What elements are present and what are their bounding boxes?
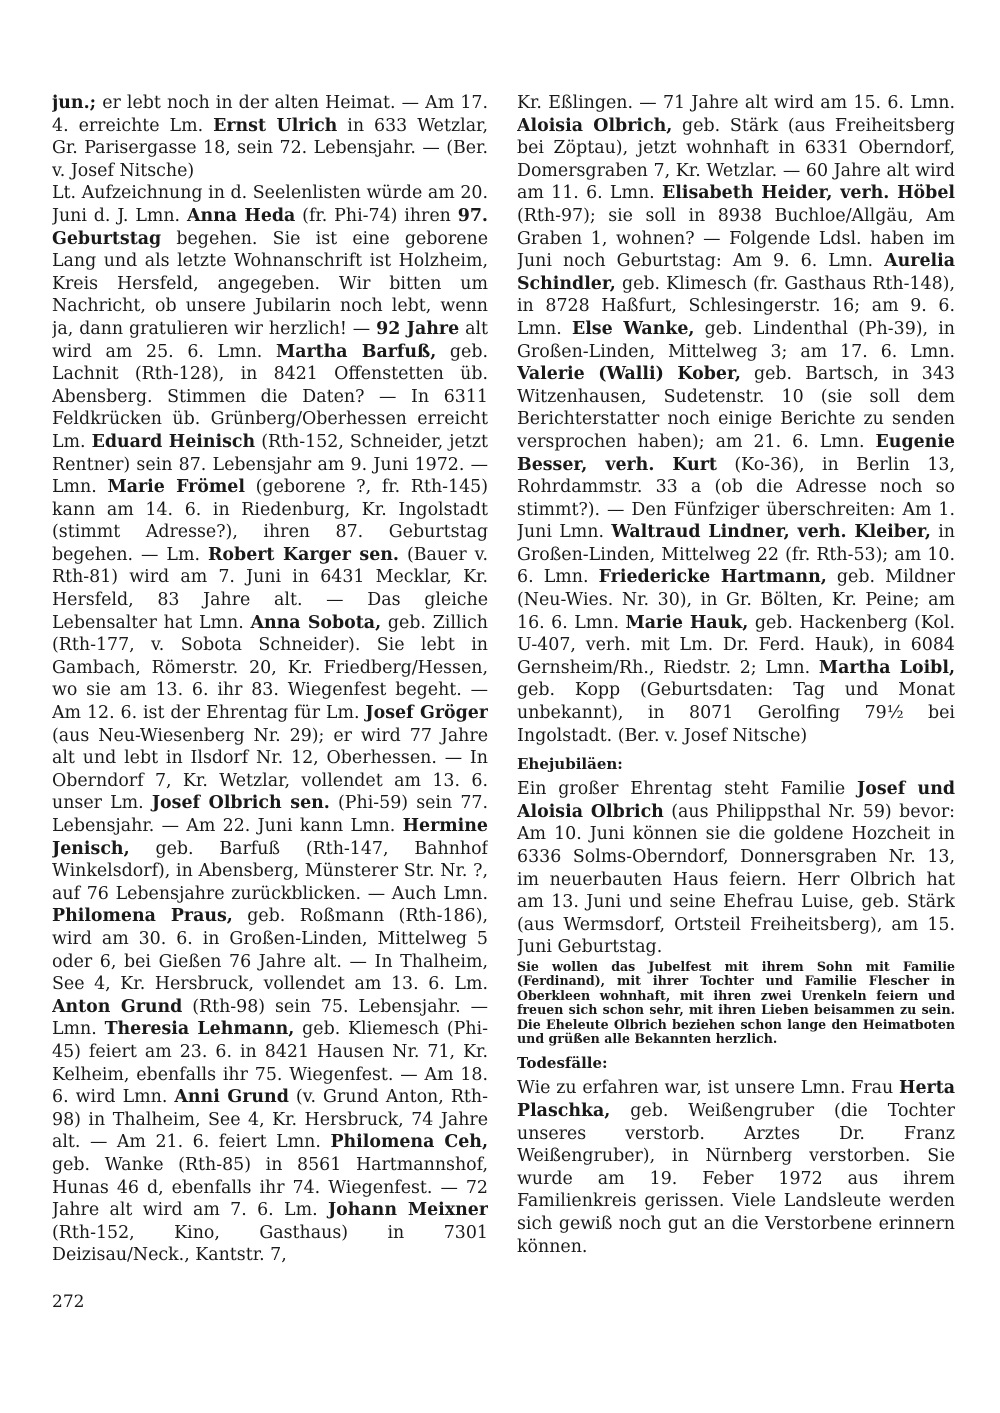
bold-name: Philomena Ceh, [330, 1132, 488, 1153]
bold-name: Anton Grund [52, 996, 183, 1017]
bold-name: Aloisia Olbrich, [517, 115, 673, 136]
bold-name: Herta Plaschka, [517, 1078, 955, 1121]
bold-name: Waltraud Lindner, verh. Kleiber, [611, 522, 931, 543]
bold-name: Josef und Aloisia Olbrich [517, 779, 955, 822]
bold-name: Eduard Heinisch [91, 431, 256, 452]
bold-name: Hermine Jenisch, [52, 816, 488, 859]
ehejubilaeen-small-note: Sie wollen das Jubelfest mit ihrem Sohn mit Familie (Ferdinand), mit ihrer Tochter und Familie Flescher in Oberkleen wohnhaft, mit ihren zwei Urenkeln feiern und freuen sich schon sehr, mit ihren Lieben beisammen zu sein. Die Eheleute Olbrich beziehen schon lange den Heimatboten und grüßen alle Bekannten herzlich. [517, 958, 955, 1046]
bold-name: jun.; [52, 93, 97, 113]
bold-name: Robert Karger sen. [207, 544, 399, 565]
bold-name: Anna Heda [186, 205, 296, 226]
bold-name: Anna Sobota, [250, 612, 382, 633]
bold-name: Ernst Ulrich [213, 115, 338, 136]
bold-name: Eugenie Besser, verh. Kurt [517, 431, 955, 475]
bold-name: Johann Meixner [327, 1200, 488, 1221]
left-column [52, 92, 488, 1267]
bold-name: 97. Geburtstag [52, 205, 488, 249]
bold-name: Anni Grund [174, 1087, 289, 1108]
bold-name: Marie Frömel [107, 477, 245, 498]
todesfaelle-paragraph: Wie zu erfahren war, ist unsere Lmn. Frau Herta Plaschka, geb. Weißengruber (die Tochter unseres verstorb. Arztes Dr. Franz Weißengruber), in Nürnberg verstorben. Sie wurde am 19. Feber 1972 aus ihrem Familienkreis gerissen. Viele Landsleute werden sich gewiß noch gut an die Verstorbene erinnern können. [517, 1078, 955, 1257]
bold-name: Philomena Praus, [52, 906, 233, 927]
bold-name: Friedericke Hartmann, [598, 567, 827, 588]
bold-name: Else Wanke, [571, 318, 695, 339]
bold-name: Valerie (Walli) Kober, [517, 364, 741, 385]
ehejubilaeen-heading: Ehejubiläen: [517, 755, 623, 774]
bold-name: Martha Barfuß, [275, 341, 437, 362]
birthday-paragraph-continued: Kr. Eßlingen. — 71 Jahre alt wird am 15. 6. Lmn. Aloisia Olbrich, geb. Stärk (aus Freiheitsberg bei Zöptau), jetzt wohnhaft in 6331 Oberndorf, Domersgraben 7, Kr. Wetzlar. — 60 Jahre alt wird am 11. 6. Lmn. Elisabeth Heider, verh. Höbel (Rth-97); sie soll in 8938 Buchloe/Allgäu, Am Graben 1, wohnen? — Folgende Ldsl. haben im Juni noch Geburtstag: Am 9. 6. Lmn. Aurelia Schindler, geb. Klimesch (fr. Gasthaus Rth-148), in 8728 Haßfurt, Schlesingerstr. 16; am 9. 6. Lmn. Else Wanke, geb. Lindenthal (Ph-39), in Großen-Linden, Mittelweg 3; am 17. 6. Lmn. Valerie (Walli) Kober, geb. Bartsch, in 343 Witzenhausen, Sudetenstr. 10 (sie soll dem Berichterstatter noch einige Berichte zu senden versprochen haben); am 21. 6. Lmn. Eugenie Besser, verh. Kurt (Ko-36), in Berlin 13, Rohrdammstr. 33 a (ob die Adresse noch so stimmt?). — Den Fünfziger überschreiten: Am 1. Juni Lmn. Waltraud Lindner, verh. Kleiber, in Großen-Linden, Mittelweg 22 (fr. Rth-53); am 10. 6. Lmn. Friedericke Hartmann, geb. Mildner (Neu-Wies. Nr. 30), in Gr. Bölten, Kr. Peine; am 16. 6. Lmn. Marie Hauk, geb. Hackenberg (Kol. U-407, verh. mit Lm. Dr. Ferd. Hauk), in 6084 Gernsheim/Rh., Riedstr. 2; Lmn. Martha Loibl, geb. Kopp (Geburtsdaten: Tag und Monat unbekannt), in 8071 Gerolfing 79½ bei Ingolstadt. (Ber. v. Josef Nitsche) [517, 93, 955, 746]
bold-name: 92 Jahre [376, 318, 460, 339]
bold-name: Marie Hauk, [625, 612, 749, 633]
bold-name: Theresia Lehmann, [104, 1019, 295, 1040]
page-number: 272 [52, 1292, 85, 1312]
right-column [517, 92, 955, 1258]
bold-name: Josef Olbrich sen. [151, 793, 330, 814]
bold-name: Elisabeth Heider, verh. Höbel [661, 183, 955, 204]
birthday-paragraph-1: jun.; er lebt noch in der alten Heimat. — Am 17. 4. erreichte Lm. Ernst Ulrich in 633 Wetzlar, Gr. Parisergasse 18, sein 72. Lebensjahr. — (Ber. v. Josef Nitsche) [52, 93, 488, 181]
ehejubilaeen-paragraph: Ein großer Ehrentag steht Familie Josef und Aloisia Olbrich (aus Philippsthal Nr. 59) bevor: Am 10. Juni können sie die goldene Hozcheit in 6336 Solms-Oberndorf, Donnersgraben Nr. 13, im neuerbauten Haus feiern. Herr Olbrich hat am 13. Juni und seine Ehefrau Luise, geb. Stärk (aus Wermsdorf, Ortsteil Freiheitsberg), am 15. Juni Geburtstag. [517, 779, 955, 958]
bold-name: Josef Gröger [365, 703, 488, 724]
todesfaelle-heading: Todesfälle: [517, 1054, 608, 1073]
birthday-paragraph-2: Lt. Aufzeichnung in d. Seelenlisten würde am 20. Juni d. J. Lmn. Anna Heda (fr. Phi-74) ihren 97. Geburtstag begehen. Sie ist eine geborene Lang und als letzte Wohnanschrift ist Holzheim, Kreis Hersfeld, angegeben. Wir bitten um Nachricht, ob unsere Jubilarin noch lebt, wenn ja, dann gratulieren wir herzlich! — 92 Jahre alt wird am 25. 6. Lmn. Martha Barfuß, geb. Lachnit (Rth-128), in 8421 Offenstetten üb. Abensberg. Stimmen die Daten? — In 6311 Feldkrücken üb. Grünberg/Oberhessen erreicht Lm. Eduard Heinisch (Rth-152, Schneider, jetzt Rentner) sein 87. Lebensjahr am 9. Juni 1972. — Lmn. Marie Frömel (geborene ?, fr. Rth-145) kann am 14. 6. in Riedenburg, Kr. Ingolstadt (stimmt Adresse?), ihren 87. Geburtstag begehen. — Lm. Robert Karger sen. (Bauer v. Rth-81) wird am 7. Juni in 6431 Mecklar, Kr. Hersfeld, 83 Jahre alt. — Das gleiche Lebensalter hat Lmn. Anna Sobota, geb. Zillich (Rth-177, v. Sobota Schneider). Sie lebt in Gambach, Römerstr. 20, Kr. Friedberg/Hessen, wo sie am 13. 6. ihr 83. Wiegenfest begeht. — Am 12. 6. ist der Ehrentag für Lm. Josef Gröger (aus Neu-Wiesenberg Nr. 29); er wird 77 Jahre alt und lebt in Ilsdorf Nr. 12, Oberhessen. — In Oberndorf 7, Kr. Wetzlar, vollendet am 13. 6. unser Lm. Josef Olbrich sen. (Phi-59) sein 77. Lebensjahr. — Am 22. Juni kann Lmn. Hermine Jenisch, geb. Barfuß (Rth-147, Bahnhof Winkelsdorf), in Abensberg, Münsterer Str. Nr. ?, auf 76 Lebensjahre zurückblicken. — Auch Lmn. Philomena Praus, geb. Roßmann (Rth-186), wird am 30. 6. in Großen-Linden, Mittelweg 5 oder 6, bei Gießen 76 Jahre alt. — In Thalheim, See 4, Kr. Hersbruck, vollendet am 13. 6. Lm. Anton Grund (Rth-98) sein 75. Lebensjahr. — Lmn. Theresia Lehmann, geb. Kliemesch (Phi-45) feiert am 23. 6. in 8421 Hausen Nr. 71, Kr. Kelheim, ebenfalls ihr 75. Wiegenfest. — Am 18. 6. wird Lmn. Anni Grund (v. Grund Anton, Rth-98) in Thalheim, See 4, Kr. Hersbruck, 74 Jahre alt. — Am 21. 6. feiert Lmn. Philomena Ceh, geb. Wanke (Rth-85) in 8561 Hartmannshof, Hunas 46 d, ebenfalls ihr 74. Wiegenfest. — 72 Jahre alt wird am 7. 6. Lm. Johann Meixner (Rth-152, Kino, Gasthaus) in 7301 Deizisau/Neck., Kantstr. 7, [52, 183, 488, 1266]
bold-name: Aurelia Schindler, [517, 251, 955, 294]
bold-name: Martha Loibl, [818, 657, 955, 678]
